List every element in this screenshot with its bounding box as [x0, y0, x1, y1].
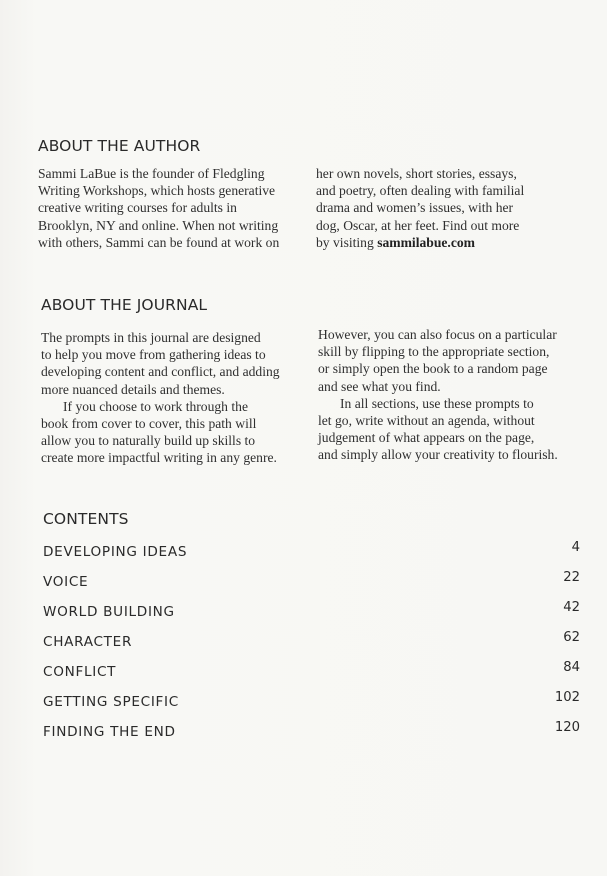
text-line: and simply allow your creativity to flourish.: [318, 447, 558, 463]
toc-entry-page-number: 120: [554, 720, 580, 735]
text-line: more nuanced details and themes.: [41, 381, 225, 397]
text-line: her own novels, short stories, essays,: [316, 166, 517, 181]
text-line: Brooklyn, NY and online. When not writing: [38, 217, 279, 233]
toc-entry-finding-the-end[interactable]: [43, 720, 580, 744]
text-line: allow you to naturally build up skills to: [41, 433, 256, 449]
about-author-column-right: [316, 165, 566, 251]
toc-entry-page-number: 84: [563, 660, 580, 675]
about-journal-column-right: [318, 326, 578, 464]
toc-entry-character[interactable]: [43, 630, 580, 654]
text-line: let go, write without an agenda, without: [318, 413, 535, 429]
toc-entry-developing-ideas[interactable]: [43, 540, 580, 564]
toc-entry-voice[interactable]: [43, 570, 580, 594]
toc-entry-title: DEVELOPING IDEAS: [43, 544, 188, 560]
text-line: However, you can also focus on a particular: [318, 327, 557, 342]
text-line: dog, Oscar, at her feet. Find out more: [316, 217, 520, 233]
text-line: and see what you find.: [318, 378, 441, 394]
text-line: judgement of what appears on the page,: [318, 430, 535, 446]
toc-entry-conflict[interactable]: [43, 660, 580, 684]
toc-entry-title: CONFLICT: [43, 664, 117, 680]
text-line: developing content and conflict, and adding: [41, 364, 280, 380]
toc-entry-page-number: 4: [571, 540, 580, 555]
text-line: drama and women’s issues, with her: [316, 200, 514, 216]
toc-entry-page-number: 42: [563, 600, 580, 615]
toc-entry-title: FINDING THE END: [43, 724, 176, 740]
toc-entry-title: CHARACTER: [43, 634, 133, 650]
text-line: Sammi LaBue is the founder of Fledgling: [38, 166, 265, 181]
text-fragment: by visiting: [316, 234, 378, 250]
toc-entry-page-number: 102: [554, 690, 580, 705]
toc-entry-getting-specific[interactable]: [43, 690, 580, 714]
toc-entry-title: WORLD BUILDING: [43, 604, 175, 620]
about-author-heading: ABOUT THE AUTHOR: [38, 137, 201, 155]
contents-heading: CONTENTS: [43, 510, 129, 528]
text-line: to help you move from gathering ideas to: [41, 347, 266, 363]
text-line: skill by flipping to the appropriate section,: [318, 344, 550, 360]
about-author-column-left: [38, 165, 308, 251]
text-line: In all sections, use these prompts to: [340, 395, 534, 411]
text-line: Writing Workshops, which hosts generative: [38, 183, 276, 199]
about-journal-heading: ABOUT THE JOURNAL: [41, 296, 208, 314]
text-line: If you choose to work through the: [63, 398, 248, 414]
toc-entry-page-number: 22: [563, 570, 580, 585]
toc-entry-title: VOICE: [43, 574, 89, 590]
text-line: with others, Sammi can be found at work on: [38, 234, 280, 250]
text-line: and poetry, often dealing with familial: [316, 183, 525, 199]
text-line-with-website: [316, 234, 566, 251]
about-journal-column-left: [41, 329, 309, 467]
toc-entry-page-number: 62: [563, 630, 580, 645]
author-website-link[interactable]: sammilabue.com: [377, 234, 475, 250]
toc-entry-title: GETTING SPECIFIC: [43, 694, 179, 710]
text-line: or simply open the book to a random page: [318, 361, 548, 377]
text-line: book from cover to cover, this path will: [41, 416, 257, 432]
text-line: creative writing courses for adults in: [38, 200, 237, 216]
toc-entry-world-building[interactable]: [43, 600, 580, 624]
text-line: create more impactful writing in any genre.: [41, 450, 277, 466]
text-line: The prompts in this journal are designed: [41, 330, 261, 345]
